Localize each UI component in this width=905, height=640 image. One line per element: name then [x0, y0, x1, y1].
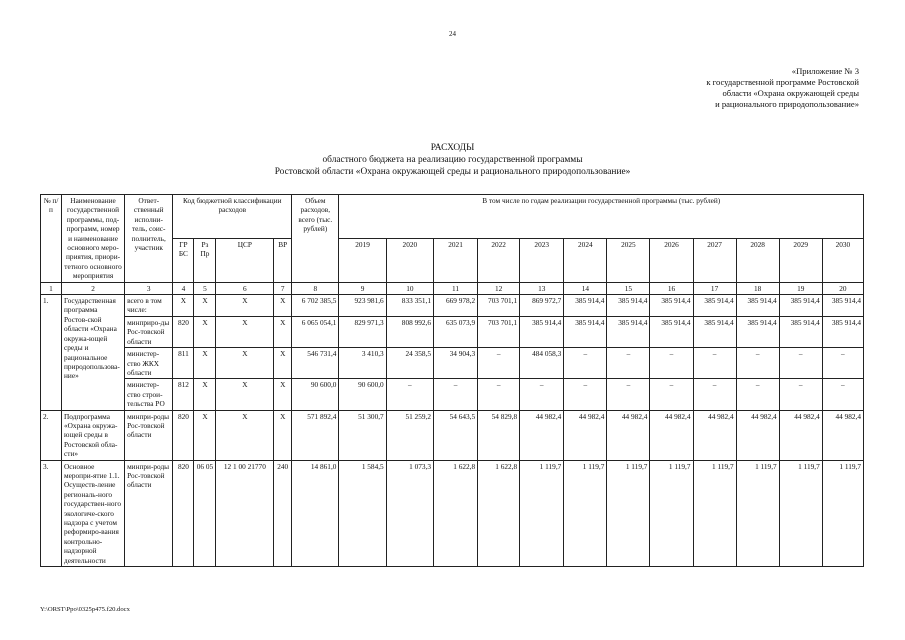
- year-value-cell: 1 119,7: [607, 460, 650, 566]
- year-value-cell: 44 982,4: [693, 410, 736, 460]
- column-index-cell: 4: [173, 282, 194, 294]
- header-csr: ЦСР: [216, 238, 274, 282]
- csr-cell: X: [216, 348, 274, 379]
- header-responsible: Ответ-ственный исполни-тель, соис-полнитель, участник: [125, 195, 173, 283]
- column-index-cell: 14: [564, 282, 607, 294]
- year-value-cell: 385 914,4: [822, 316, 863, 347]
- grbs-cell: 812: [173, 379, 194, 410]
- year-value-cell: 1 119,7: [779, 460, 822, 566]
- year-value-cell: 51 300,7: [339, 410, 386, 460]
- year-value-cell: 385 914,4: [564, 316, 607, 347]
- year-value-cell: 1 119,7: [650, 460, 693, 566]
- year-value-cell: –: [478, 379, 520, 410]
- year-value-cell: 833 351,1: [386, 295, 433, 317]
- vr-cell: X: [274, 348, 292, 379]
- column-index-cell: 10: [386, 282, 433, 294]
- responsible-cell: министер-ство ЖКХ области: [125, 348, 173, 379]
- year-value-cell: 385 914,4: [650, 316, 693, 347]
- title-line: РАСХОДЫ: [430, 143, 475, 153]
- year-value-cell: 385 914,4: [693, 316, 736, 347]
- file-path-footer: Y:\ORST\Ppo\0325p475.f20.docx: [40, 606, 130, 613]
- header-grbs: ГР БС: [173, 238, 194, 282]
- column-index-cell: 3: [125, 282, 173, 294]
- table-row: [41, 410, 864, 460]
- vr-cell: X: [274, 410, 292, 460]
- column-index-cell: 16: [650, 282, 693, 294]
- column-index-cell: 2: [62, 282, 125, 294]
- header-years-group: В том числе по годам реализации государственной программы (тыс. рублей): [339, 195, 864, 239]
- year-value-cell: –: [693, 348, 736, 379]
- expenses-table: [40, 194, 864, 567]
- year-value-cell: 34 904,3: [433, 348, 477, 379]
- header-name: Наименование государственной программы, под-программ, номер и наименование основного меро-приятия, приори-тетного основного мероприятия: [62, 195, 125, 283]
- column-index-cell: 13: [520, 282, 564, 294]
- year-value-cell: –: [693, 379, 736, 410]
- document-title: [0, 142, 905, 178]
- program-name-cell: Государственная программа Ростов-ской области «Охрана окружа-ющей среды и рациональное природопользова-ние»: [62, 295, 125, 410]
- rzpr-cell: X: [194, 316, 216, 347]
- year-value-cell: 1 119,7: [693, 460, 736, 566]
- vr-cell: X: [274, 295, 292, 317]
- total-volume-cell: 6 065 054,1: [292, 316, 339, 347]
- program-name-cell: Основное меропри-ятие 1.1. Осуществ-ление региональ-ного государствен-ного экологиче-ского надзора с учетом реформиро-вания контрольно-надзорной деятельности: [62, 460, 125, 566]
- header-year: 2021: [433, 238, 477, 282]
- year-value-cell: 44 982,4: [520, 410, 564, 460]
- grbs-cell: 811: [173, 348, 194, 379]
- grbs-cell: 820: [173, 410, 194, 460]
- year-value-cell: 869 972,7: [520, 295, 564, 317]
- header-year: 2029: [779, 238, 822, 282]
- year-value-cell: 44 982,4: [822, 410, 863, 460]
- column-index-cell: 12: [478, 282, 520, 294]
- header-row: [41, 195, 864, 239]
- page-number: 24: [449, 30, 456, 38]
- header-volume: Объем расходов, всего (тыс. рублей): [292, 195, 339, 283]
- column-index-cell: 7: [274, 282, 292, 294]
- total-volume-cell: 546 731,4: [292, 348, 339, 379]
- year-value-cell: 1 119,7: [520, 460, 564, 566]
- year-value-cell: –: [650, 348, 693, 379]
- appendix-line: и рационального природопользование»: [715, 99, 859, 109]
- rzpr-cell: X: [194, 348, 216, 379]
- year-value-cell: 1 073,3: [386, 460, 433, 566]
- year-value-cell: 484 058,3: [520, 348, 564, 379]
- year-value-cell: 24 358,5: [386, 348, 433, 379]
- table-row: [41, 379, 864, 410]
- header-year: 2025: [607, 238, 650, 282]
- year-value-cell: 385 914,4: [736, 316, 779, 347]
- column-index-cell: 20: [822, 282, 863, 294]
- vr-cell: X: [274, 379, 292, 410]
- title-line: Ростовской области «Охрана окружающей среды и рационального природопользование»: [274, 167, 631, 177]
- grbs-cell: 820: [173, 316, 194, 347]
- total-volume-cell: 14 861,0: [292, 460, 339, 566]
- year-value-cell: 385 914,4: [520, 316, 564, 347]
- csr-cell: X: [216, 410, 274, 460]
- year-value-cell: 44 982,4: [736, 410, 779, 460]
- grbs-cell: X: [173, 295, 194, 317]
- responsible-cell: министер-ство строи-тельства РО: [125, 379, 173, 410]
- header-year: 2026: [650, 238, 693, 282]
- year-value-cell: 1 119,7: [736, 460, 779, 566]
- appendix-line: области «Охрана окружающей среды: [722, 88, 859, 98]
- year-value-cell: 669 978,2: [433, 295, 477, 317]
- appendix-line: «Приложение № 3: [791, 66, 859, 76]
- year-value-cell: 44 982,4: [607, 410, 650, 460]
- year-value-cell: 385 914,4: [607, 295, 650, 317]
- column-index-cell: 8: [292, 282, 339, 294]
- year-value-cell: –: [822, 348, 863, 379]
- year-value-cell: –: [386, 379, 433, 410]
- year-value-cell: 3 410,3: [339, 348, 386, 379]
- responsible-cell: всего в том числе:: [125, 295, 173, 317]
- year-value-cell: –: [736, 348, 779, 379]
- year-value-cell: 385 914,4: [822, 295, 863, 317]
- vr-cell: X: [274, 316, 292, 347]
- year-value-cell: 385 914,4: [779, 295, 822, 317]
- header-vr: ВР: [274, 238, 292, 282]
- column-index-cell: 9: [339, 282, 386, 294]
- year-value-cell: –: [822, 379, 863, 410]
- year-value-cell: 1 119,7: [564, 460, 607, 566]
- column-index-cell: 19: [779, 282, 822, 294]
- rzpr-cell: 06 05: [194, 460, 216, 566]
- year-value-cell: 1 622,8: [478, 460, 520, 566]
- year-value-cell: 829 971,3: [339, 316, 386, 347]
- rzpr-cell: X: [194, 379, 216, 410]
- column-index-cell: 5: [194, 282, 216, 294]
- csr-cell: X: [216, 295, 274, 317]
- appendix-line: к государственной программе Ростовской: [706, 77, 859, 87]
- year-value-cell: –: [650, 379, 693, 410]
- column-index-cell: 15: [607, 282, 650, 294]
- header-year: 2027: [693, 238, 736, 282]
- year-value-cell: –: [433, 379, 477, 410]
- year-value-cell: 54 643,5: [433, 410, 477, 460]
- total-volume-cell: 571 892,4: [292, 410, 339, 460]
- csr-cell: X: [216, 316, 274, 347]
- year-value-cell: 385 914,4: [650, 295, 693, 317]
- program-name-cell: Подпрограмма «Охрана окружа-ющей среды в Ростовской обла-сти»: [62, 410, 125, 460]
- csr-cell: X: [216, 379, 274, 410]
- header-num: № п/п: [41, 195, 62, 283]
- grbs-cell: 820: [173, 460, 194, 566]
- column-index-cell: 1: [41, 282, 62, 294]
- header-year: 2022: [478, 238, 520, 282]
- year-value-cell: 385 914,4: [607, 316, 650, 347]
- year-value-cell: 635 073,9: [433, 316, 477, 347]
- year-value-cell: 54 829,8: [478, 410, 520, 460]
- csr-cell: 12 1 00 21770: [216, 460, 274, 566]
- year-value-cell: 808 992,6: [386, 316, 433, 347]
- year-value-cell: 44 982,4: [779, 410, 822, 460]
- appendix-note: [639, 66, 859, 110]
- year-value-cell: 703 701,1: [478, 295, 520, 317]
- table-row: [41, 460, 864, 566]
- year-value-cell: –: [564, 348, 607, 379]
- column-index-cell: 6: [216, 282, 274, 294]
- year-value-cell: –: [779, 348, 822, 379]
- rzpr-cell: X: [194, 295, 216, 317]
- year-value-cell: 1 622,8: [433, 460, 477, 566]
- year-value-cell: –: [779, 379, 822, 410]
- table-body: [41, 282, 864, 566]
- year-value-cell: –: [607, 379, 650, 410]
- year-value-cell: 385 914,4: [564, 295, 607, 317]
- header-year: 2023: [520, 238, 564, 282]
- table-row: [41, 348, 864, 379]
- year-value-cell: 1 119,7: [822, 460, 863, 566]
- total-volume-cell: 90 600,0: [292, 379, 339, 410]
- column-index-row: [41, 282, 864, 294]
- year-value-cell: 44 982,4: [564, 410, 607, 460]
- header-code-group: Код бюджетной классификации расходов: [173, 195, 292, 239]
- table-row: [41, 316, 864, 347]
- year-value-cell: 385 914,4: [736, 295, 779, 317]
- column-index-cell: 18: [736, 282, 779, 294]
- year-value-cell: –: [607, 348, 650, 379]
- row-number-cell: 3.: [41, 460, 62, 566]
- total-volume-cell: 6 702 385,5: [292, 295, 339, 317]
- responsible-cell: минпри-роды Рос-товской области: [125, 460, 173, 566]
- year-value-cell: 385 914,4: [779, 316, 822, 347]
- row-number-cell: 2.: [41, 410, 62, 460]
- header-year: 2024: [564, 238, 607, 282]
- table-row: [41, 295, 864, 317]
- row-number-cell: 1.: [41, 295, 62, 410]
- header-rzpr: Рз Пр: [194, 238, 216, 282]
- column-index-cell: 17: [693, 282, 736, 294]
- title-line: областного бюджета на реализацию государственной программы: [322, 155, 583, 165]
- year-value-cell: 385 914,4: [693, 295, 736, 317]
- header-year: 2019: [339, 238, 386, 282]
- responsible-cell: минпри-роды Рос-товской области: [125, 410, 173, 460]
- year-value-cell: 90 600,0: [339, 379, 386, 410]
- responsible-cell: минприро-ды Рос-товской области: [125, 316, 173, 347]
- year-value-cell: –: [478, 348, 520, 379]
- rzpr-cell: X: [194, 410, 216, 460]
- header-year: 2030: [822, 238, 863, 282]
- header-year: 2020: [386, 238, 433, 282]
- year-value-cell: –: [520, 379, 564, 410]
- year-value-cell: 44 982,4: [650, 410, 693, 460]
- year-value-cell: –: [736, 379, 779, 410]
- year-value-cell: 51 259,2: [386, 410, 433, 460]
- header-year: 2028: [736, 238, 779, 282]
- year-value-cell: 1 584,5: [339, 460, 386, 566]
- vr-cell: 240: [274, 460, 292, 566]
- column-index-cell: 11: [433, 282, 477, 294]
- year-value-cell: 923 981,6: [339, 295, 386, 317]
- year-value-cell: 703 701,1: [478, 316, 520, 347]
- year-value-cell: –: [564, 379, 607, 410]
